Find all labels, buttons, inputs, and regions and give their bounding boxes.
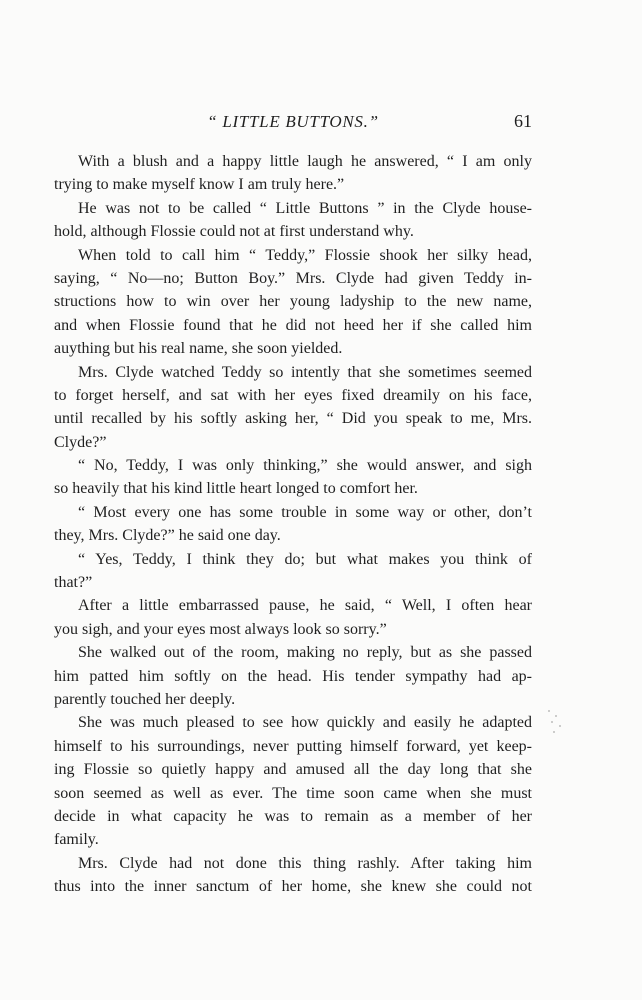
text-line: family.: [54, 831, 99, 849]
page-number: 61: [514, 111, 532, 131]
text-line: She was much pleased to see how quickly and easily he adapted: [78, 714, 532, 732]
text-line: parently touched her deeply.: [54, 690, 236, 708]
text-line: Clyde?”: [54, 433, 107, 451]
text-line: that?”: [54, 574, 93, 592]
text-line: decide in what capacity he was to remain as a member of her: [54, 807, 532, 825]
paper-speck: [551, 721, 553, 723]
text-line: so heavily that his kind little heart longed to comfort her.: [54, 480, 418, 498]
text-line: to forget herself, and sat with her eyes fixed dreamily on his face,: [54, 386, 532, 404]
paper-speck: [548, 710, 550, 712]
text-line: “ No, Teddy, I was only thinking,” she would answer, and sigh: [78, 457, 532, 475]
text-line: you sigh, and your eyes most always look so sorry.”: [54, 620, 387, 638]
text-line: After a little embarrassed pause, he said, “ Well, I often hear: [78, 597, 532, 615]
text-line: auything but his real name, she soon yielded.: [54, 340, 343, 358]
paper-specks: [546, 707, 566, 737]
text-line: him patted him softly on the head. His tender sympathy had ap-: [54, 667, 532, 685]
text-line: When told to call him “ Teddy,” Flossie shook her silky head,: [78, 246, 532, 264]
page-header: [54, 112, 532, 136]
text-line: structions how to win over her young ladyship to the new name,: [54, 293, 532, 311]
text-line: thus into the inner sanctum of her home, she knew she could not: [54, 878, 532, 896]
text-line: “ Most every one has some trouble in some way or other, don’t: [78, 503, 532, 521]
text-line: Mrs. Clyde had not done this thing rashly. After taking him: [78, 854, 532, 872]
text-line: “ Yes, Teddy, I think they do; but what makes you think of: [78, 550, 532, 568]
text-line: With a blush and a happy little laugh he answered, “ I am only: [78, 153, 532, 170]
running-title: “ LITTLE BUTTONS.”: [207, 112, 379, 131]
text-line: himself to his surroundings, never putting himself forward, yet keep-: [54, 737, 532, 755]
text-line: they, Mrs. Clyde?” he said one day.: [54, 527, 281, 545]
text-line: ing Flossie so quietly happy and amused all the day long that she: [54, 761, 532, 779]
chapter-text: [54, 150, 532, 896]
text-line: She walked out of the room, making no reply, but as she passed: [78, 644, 532, 662]
text-line: saying, “ No—no; Button Boy.” Mrs. Clyde had given Teddy in-: [54, 269, 532, 287]
text-line: trying to make myself know I am truly here.”: [54, 176, 345, 194]
text-line: Mrs. Clyde watched Teddy so intently that she sometimes seemed: [78, 363, 532, 381]
text-line: and when Flossie found that he did not heed her if she called him: [54, 316, 532, 334]
text-line: until recalled by his softly asking her, “ Did you speak to me, Mrs.: [54, 410, 532, 428]
paper-speck: [553, 731, 555, 733]
text-line: hold, although Flossie could not at first understand why.: [54, 223, 414, 241]
paper-speck: [559, 725, 561, 727]
text-line: soon seemed as well as ever. The time soon came when she must: [54, 784, 532, 802]
text-line: He was not to be called “ Little Buttons ” in the Clyde house-: [78, 199, 532, 217]
paper-speck: [555, 715, 557, 717]
